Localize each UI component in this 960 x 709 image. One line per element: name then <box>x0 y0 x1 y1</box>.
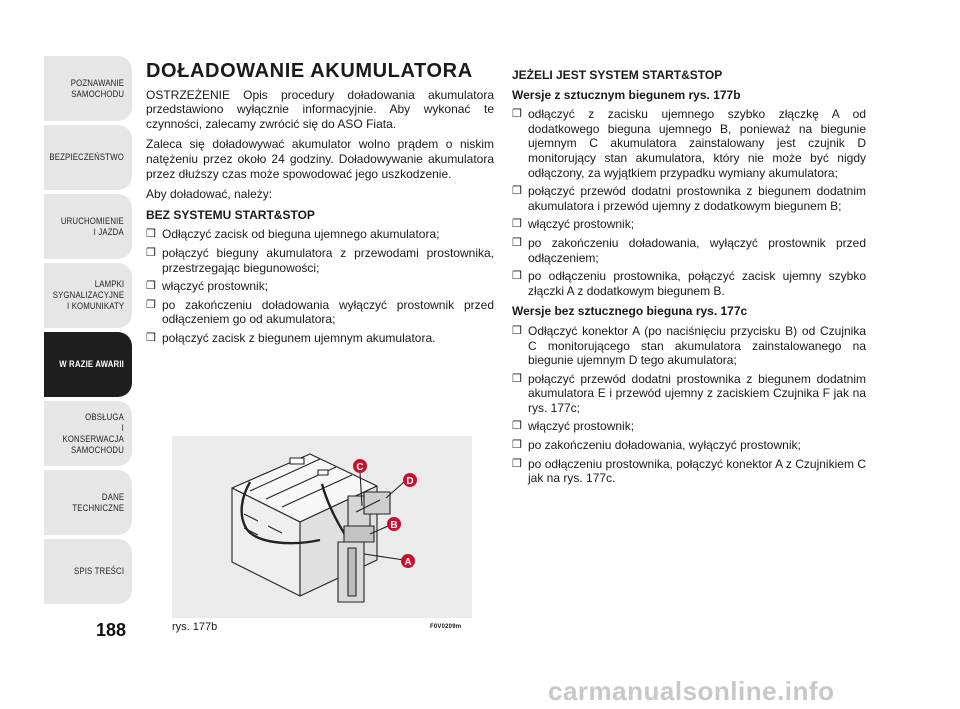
list-item: ❒ połączyć bieguny akumulatora z przewodami prostownika, przestrzegając biegunowości; <box>146 246 494 275</box>
callout-c-text: C <box>356 462 364 473</box>
tab-label: OBSŁUGA I KONSERWACJA SAMOCHODU <box>62 411 124 456</box>
subheading-artificial-pole: Wersje z sztucznym biegunem rys. 177b <box>512 87 741 102</box>
left-column <box>146 60 494 352</box>
figure-caption: rys. 177b <box>172 621 218 633</box>
subheading-no-artificial-pole: Wersje bez sztucznego bieguna rys. 177c <box>512 304 748 319</box>
list-item: ❒ po odłączeniu prostownika, połączyć konektor A z Czujnikiem C jak na rys. 177c. <box>512 457 866 486</box>
steps-list-artificial-pole <box>512 107 866 298</box>
tab-dane-techniczne[interactable] <box>44 470 132 535</box>
intro-paragraph: Aby doładować, należy: <box>146 187 273 202</box>
page-number: 188 <box>96 620 127 640</box>
list-item: ❒ po zakończeniu doładowania, wyłączyć prostownik; <box>512 438 866 453</box>
tab-uruchomienie-i-jazda[interactable] <box>44 194 132 259</box>
list-item: ❒ włączyć prostownik; <box>512 217 866 232</box>
tab-label: SPIS TREŚCI <box>73 566 124 577</box>
list-item: ❒ po zakończeniu doładowania, wyłączyć prostownik przed odłączeniem; <box>512 236 866 265</box>
figure-code: F0V0209m <box>430 624 462 630</box>
tab-w-razie-awarii[interactable] <box>44 332 132 397</box>
tab-label: W RAZIE AWARII <box>59 359 124 370</box>
right-column <box>512 68 866 492</box>
list-item: ❒ Odłączyć konektor A (po naciśnięciu przycisku B) od Czujnika C monitorującego stan akumulatora zainstalowanego na biegunie ujemnym D tego akumulatora; <box>512 324 866 368</box>
list-item: ❒ połączyć przewód dodatni prostownika z biegunem dodatnim akumulatora E i przewód ujemny z zaciskiem Czujnika F jak na rys. 177c; <box>512 372 866 416</box>
tab-label: POZNAWANIE SAMOCHODU <box>70 77 124 100</box>
recommendation-paragraph: Zaleca się doładowywać akumulator wolno prądem o niskim natężeniu przez około 24 godziny. Doładowywanie akumulatora przez dłuższy czas może spowodować jego uszkodzenie. <box>146 137 494 181</box>
battery-illustration <box>172 436 472 618</box>
list-item: ❒ połączyć zacisk z biegunem ujemnym akumulatora. <box>146 331 494 346</box>
tab-lampki-sygnalizacyjne[interactable] <box>44 263 132 328</box>
callout-b-text: B <box>390 520 398 531</box>
tab-obsluga-i-konserwacja[interactable] <box>44 401 132 466</box>
tab-label: URUCHOMIENIE I JAZDA <box>61 215 124 238</box>
list-item: ❒ po zakończeniu doładowania wyłączyć prostownik przed odłączeniem go od akumulatora; <box>146 298 494 327</box>
list-item: ❒ włączyć prostownik; <box>146 279 494 294</box>
list-item: ❒ odłączyć z zacisku ujemnego szybko złączkę A od dodatkowego bieguna ujemnego B, ponieważ na biegunie ujemnym C akumulatora zainstalowany jest czujnik D monitorujący stan akumulatora, który nie może być nigdy odłączony, za wyjątkiem przypadku wymiany akumulatora; <box>512 107 866 180</box>
tab-poznawanie-samochodu[interactable] <box>44 56 132 121</box>
callout-a-text: A <box>404 557 412 568</box>
watermark: carmanualsonline.info <box>548 676 835 706</box>
tab-label: LAMPKI SYGNALIZACYJNE I KOMUNIKATY <box>52 279 124 312</box>
list-item: ❒ włączyć prostownik; <box>512 419 866 434</box>
callout-d-text: D <box>406 476 414 487</box>
warning-paragraph: OSTRZEŻENIE Opis procedury doładowania akumulatora przedstawiono wyłącznie informacyjnie. Aby wykonać te czynności, zalecamy zwrócić się do ASO Fiata. <box>146 87 494 131</box>
list-item: ❒ połączyć przewód dodatni prostownika z biegunem dodatnim akumulatora i przewód ujemny z dodatkowym biegunem B; <box>512 184 866 213</box>
list-item: ❒ Odłączyć zacisk od bieguna ujemnego akumulatora; <box>146 227 494 242</box>
tab-label: DANE TECHNICZNE <box>72 491 124 514</box>
heading-start-stop: JEŻELI JEST SYSTEM START&STOP <box>512 68 723 82</box>
section-tabs <box>44 56 132 608</box>
steps-list-no-artificial-pole <box>512 324 866 486</box>
tab-spis-tresci[interactable] <box>44 539 132 604</box>
battery-figure <box>172 436 472 618</box>
subheading-no-start-stop: BEZ SYSTEMU START&STOP <box>146 207 315 222</box>
tab-label: BEZPIECZEŃSTWO <box>49 152 124 163</box>
tab-bezpieczenstwo[interactable] <box>44 125 132 190</box>
list-item: ❒ po odłączeniu prostownika, połączyć zacisk ujemny szybko złączki A z dodatkowym biegunem B. <box>512 269 866 298</box>
page-title: DOŁADOWANIE AKUMULATORA <box>146 60 473 82</box>
steps-list <box>146 227 494 345</box>
